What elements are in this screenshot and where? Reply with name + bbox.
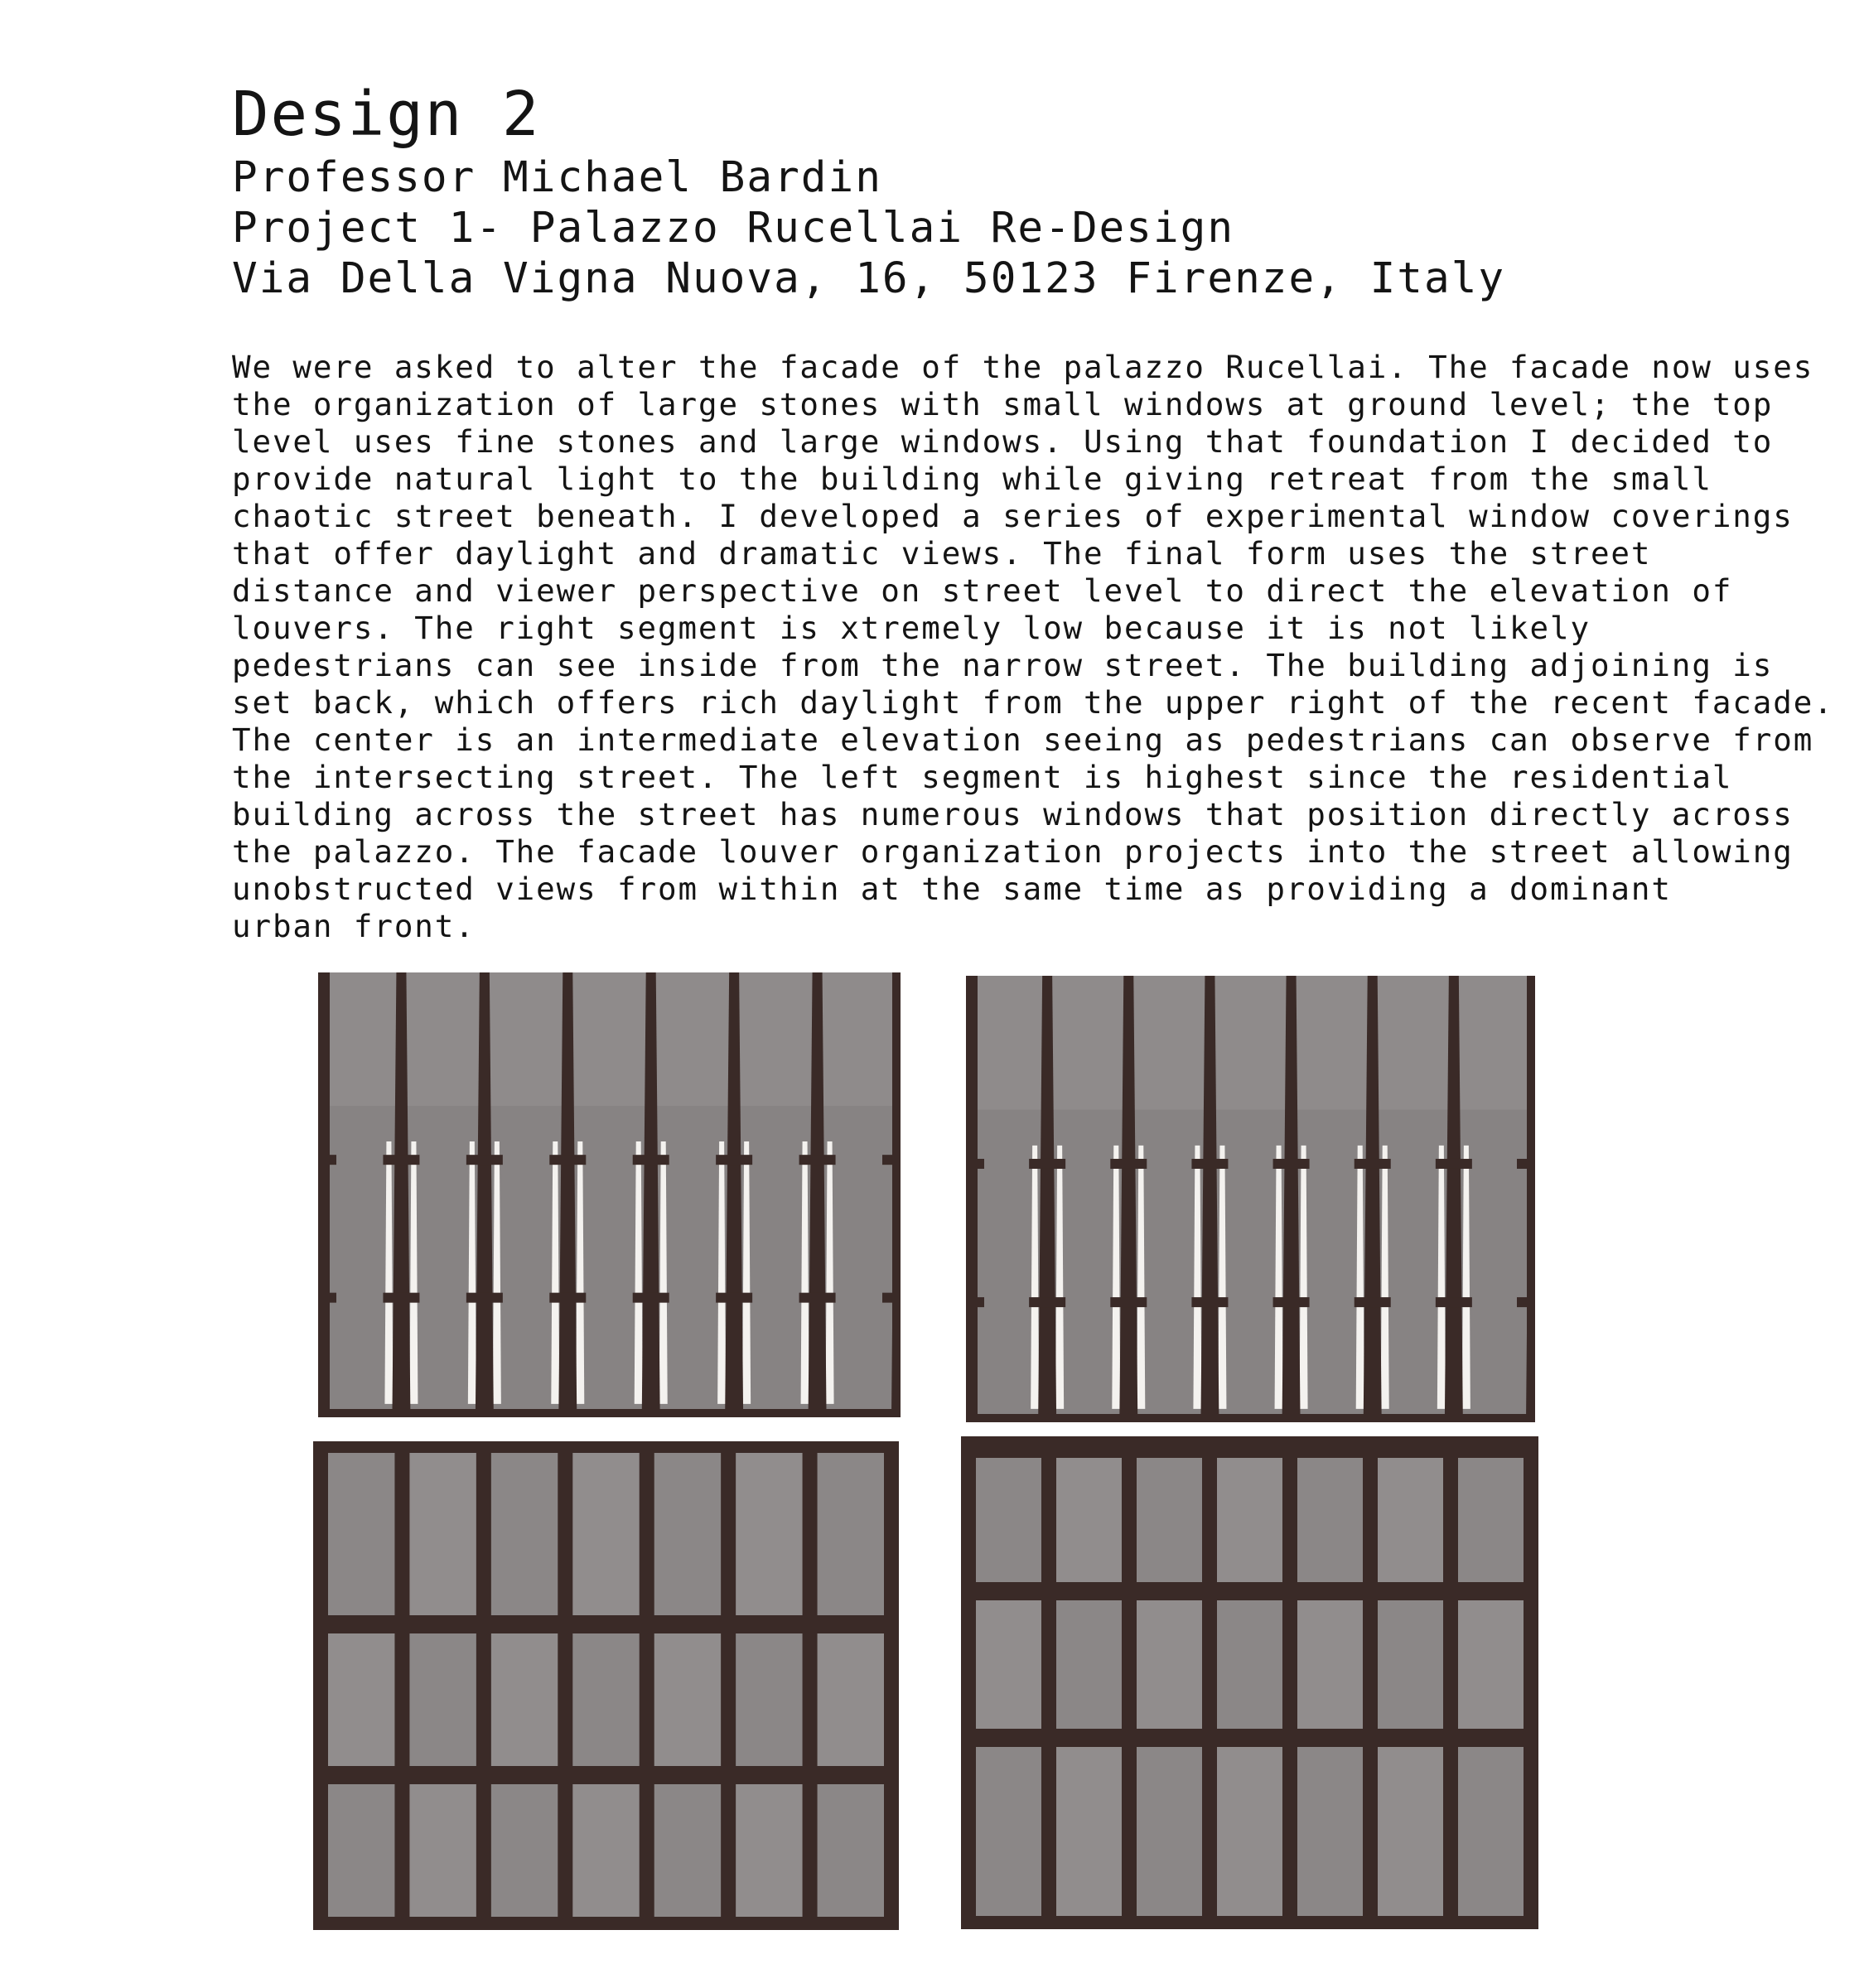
window-panel: [491, 1633, 558, 1766]
crossbar: [1436, 1159, 1472, 1169]
window-panel: [1297, 1458, 1363, 1582]
window-panel: [818, 1633, 884, 1766]
crossbar: [466, 1293, 503, 1303]
crossbar: [1029, 1159, 1065, 1169]
crossbar: [1191, 1297, 1228, 1307]
base-band: [966, 1414, 1535, 1422]
crossbar: [466, 1155, 503, 1165]
window-panel: [1137, 1747, 1202, 1916]
window-panel: [572, 1784, 639, 1917]
crossbar: [1273, 1159, 1310, 1169]
frame-edge: [966, 976, 978, 1422]
description-paragraph: [232, 349, 1834, 945]
crossbar: [1436, 1297, 1472, 1307]
window-panel: [654, 1453, 721, 1615]
crossbar: [633, 1155, 669, 1165]
window-panel: [1458, 1747, 1524, 1916]
window-panel: [1056, 1600, 1122, 1729]
crossbar: [1355, 1297, 1391, 1307]
crossbar: [1110, 1297, 1147, 1307]
window-panel: [1297, 1747, 1363, 1916]
crossbar: [799, 1155, 836, 1165]
window-panel: [736, 1784, 802, 1917]
description-line: that offer daylight and dramatic views. The final form uses the street: [232, 535, 1652, 572]
window-panel: [328, 1453, 394, 1615]
elevation-drawing-top-left: [318, 972, 901, 1417]
window-panel: [409, 1633, 476, 1766]
window-panel: [1056, 1747, 1122, 1916]
description-line: pedestrians can see inside from the narrow street. The building adjoining is: [232, 647, 1774, 683]
crossbar: [799, 1293, 836, 1303]
professor-line: Professor Michael Bardin: [232, 153, 882, 202]
window-panel: [654, 1633, 721, 1766]
window-panel: [491, 1784, 558, 1917]
window-panel: [818, 1453, 884, 1615]
window-panel: [1378, 1458, 1443, 1582]
grid-elevation-svg: [961, 1436, 1538, 1929]
page-title: Design 2: [232, 79, 541, 150]
elevation-drawing-bottom-left: [313, 1441, 899, 1930]
window-panel: [976, 1600, 1041, 1729]
window-panel: [572, 1453, 639, 1615]
description-line: unobstructed views from within at the same time as providing a dominant: [232, 871, 1672, 907]
window-panel: [409, 1453, 476, 1615]
crossbar: [383, 1293, 419, 1303]
window-panel: [976, 1747, 1041, 1916]
window-panel: [654, 1784, 721, 1917]
window-panel: [1378, 1747, 1443, 1916]
window-panel: [976, 1458, 1041, 1582]
description-line: louvers. The right segment is xtremely low because it is not likely: [232, 610, 1591, 646]
window-panel: [1137, 1600, 1202, 1729]
description-line: the intersecting street. The left segment is highest since the residential: [232, 759, 1733, 795]
base-band: [318, 1409, 901, 1417]
window-panel: [1056, 1458, 1122, 1582]
frame-edge: [1527, 976, 1535, 1422]
crossbar: [716, 1293, 752, 1303]
window-panel: [736, 1633, 802, 1766]
window-panel: [328, 1784, 394, 1917]
description-line: the palazzo. The facade louver organization projects into the street allowing: [232, 833, 1794, 870]
crossbar: [549, 1155, 586, 1165]
window-panel: [818, 1784, 884, 1917]
window-panel: [572, 1633, 639, 1766]
crossbar: [1110, 1159, 1147, 1169]
description-line: distance and viewer perspective on street level to direct the elevation of: [232, 572, 1733, 609]
window-panel: [1217, 1600, 1282, 1729]
window-panel: [1297, 1600, 1363, 1729]
crossbar: [1191, 1159, 1228, 1169]
grid-elevation-svg: [313, 1441, 899, 1930]
crossbar: [1029, 1297, 1065, 1307]
elevation-drawing-top-right: [966, 976, 1535, 1422]
header: [232, 76, 1505, 304]
description-line: The center is an intermediate elevation seeing as pedestrians can observe from: [232, 721, 1814, 758]
window-panel: [1217, 1747, 1282, 1916]
window-panel: [1458, 1458, 1524, 1582]
description-line: building across the street has numerous windows that position directly across: [232, 796, 1794, 832]
louver-elevation-svg: [966, 976, 1535, 1422]
crossbar: [549, 1293, 586, 1303]
description-line: urban front.: [232, 908, 476, 944]
crossbar: [1355, 1159, 1391, 1169]
description-line: the organization of large stones with small windows at ground level; the top: [232, 386, 1774, 422]
louver-elevation-svg: [318, 972, 901, 1417]
window-panel: [491, 1453, 558, 1615]
description-line: We were asked to alter the facade of the palazzo Rucellai. The facade now uses: [232, 349, 1814, 385]
window-panel: [1137, 1458, 1202, 1582]
address-line: Via Della Vigna Nuova, 16, 50123 Firenze, Italy: [232, 254, 1506, 303]
crossbar: [716, 1155, 752, 1165]
window-panel: [1217, 1458, 1282, 1582]
window-panel: [1458, 1600, 1524, 1729]
window-panel: [328, 1633, 394, 1766]
crossbar: [1273, 1297, 1310, 1307]
frame-edge: [318, 972, 330, 1417]
description-line: set back, which offers rich daylight from the upper right of the recent facade.: [232, 684, 1834, 721]
window-panel: [736, 1453, 802, 1615]
crossbar: [633, 1293, 669, 1303]
window-panel: [409, 1784, 476, 1917]
elevation-drawing-bottom-right: [961, 1436, 1538, 1929]
crossbar: [383, 1155, 419, 1165]
description-line: level uses fine stones and large windows. Using that foundation I decided to: [232, 423, 1774, 460]
frame-edge: [892, 972, 901, 1417]
project-line: Project 1- Palazzo Rucellai Re-Design: [232, 204, 1235, 253]
description-line: provide natural light to the building while giving retreat from the small: [232, 461, 1712, 497]
description-line: chaotic street beneath. I developed a series of experimental window coverings: [232, 498, 1794, 534]
window-panel: [1378, 1600, 1443, 1729]
